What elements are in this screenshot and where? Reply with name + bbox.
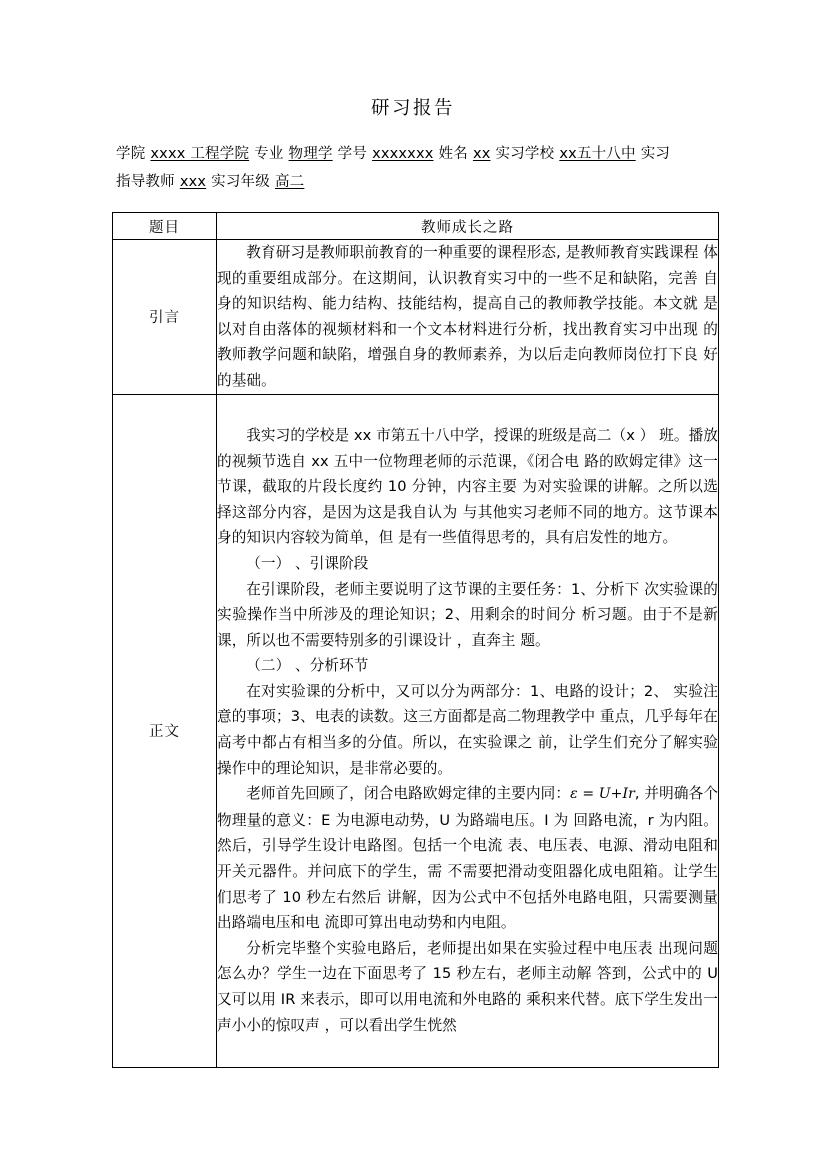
body-paragraph-4: （二） 、分析环节 <box>246 657 369 675</box>
body-paragraph-5: 在对实验课的分析中，又可以分为两部分：1、电路的设计；2、 实验注意的事项；3、电表的读数。这三方面都是高二物理教学中 重点，几乎每年在高考中都占有相当多的分值。所以，在实验课之 前，让学生们充分了解实验操作中的理论知识，是非常必要的。 <box>217 682 718 777</box>
header-field-label-2: 专业 <box>254 146 284 162</box>
header-field-label-6: 姓名 <box>438 146 468 162</box>
body-paragraph-3: 在引课阶段，老师主要说明了这节课的主要任务：1、分析下 次实验课的实验操作当中所涉及的理论知识；2、用剩余的时间分 析习题。由于不是新课，所以也不需要特别多的引课设计 ，直奔主 题。 <box>217 580 718 649</box>
header-field-label-0: 学院 <box>116 146 146 162</box>
body-paragraph-text-after: , 并明确各个物理量的意义：E 为电源电动势，U 为路端电压。I 为 回路电流，r 为内阻。然后，引导学生设计电路图。包括一个电流 表、电压表、电源、滑动电阻和开关元器件。并问底下的学生，需 不需要把滑动变阻器化成电阻箱。让学生们思考了 10 秒左右然后 讲解，因为公式中不包括外电路电阻，只需要测量出路端电压和电 流即可算出电动势和内电阻。 <box>217 785 719 932</box>
header-field-value-1[interactable]: xxx <box>179 174 207 190</box>
row-label-title: 题目 <box>113 213 217 240</box>
header-field-value-1[interactable]: xxxx 工程学院 <box>150 146 250 162</box>
header-field-label-8: 实习学校 <box>495 146 555 162</box>
row-content-intro <box>217 240 719 395</box>
body-paragraph-2: （一） 、引课阶段 <box>246 554 369 572</box>
ohms-law-formula: ε = U+Ir <box>570 786 635 803</box>
body-paragraph-1: 我实习的学校是 xx 市第五十八中学，授课的班级是高二（x ） 班。播放的视频节选自 xx 五中一位物理老师的示范课，《闭合电 路的欧姆定律》这一节课，截取的片段长度约 10 分钟，内容主要 为对实验课的讲解。之所以选择这部分内容，是因为这是我自认为 与其他实习老师不同的地方。这节课本身的知识内容较为简单，但 是有一些值得思考的，具有启发性的地方。 <box>217 426 718 547</box>
header-meta-line-1 <box>116 140 722 168</box>
header-field-label-4: 学号 <box>337 146 368 162</box>
header-field-value-3[interactable]: 高二 <box>274 174 305 190</box>
header-meta-block <box>116 140 722 196</box>
header-meta-line-2 <box>116 168 722 196</box>
header-field-value-7[interactable]: xx <box>472 146 491 162</box>
body-paragraph-7: 分析完毕整个实验电路后，老师提出如果在实验过程中电压表 出现问题怎么办？学生一边在下面思考了 15 秒左右，老师主动解 答到，公式中的 U 又可以用 IR 来表示，即可以用电流和外电路的 乘积来代替。底下学生发出一声小小的惊叹声 ，可以看出学生恍然 <box>217 939 718 1034</box>
header-field-value-3[interactable]: 物理学 <box>288 146 333 162</box>
page-title: 研习报告 <box>370 98 455 119</box>
row-value-title: 教师成长之路 <box>217 213 719 240</box>
header-field-label-0: 指导教师 <box>116 174 175 190</box>
header-field-value-5[interactable]: xxxxxxx <box>372 146 434 162</box>
header-field-label-2: 实习年级 <box>211 174 270 190</box>
body-paragraph-text-before: 老师首先回顾了，闭合电路欧姆定律的主要内同： <box>246 785 571 803</box>
report-table <box>112 212 719 1068</box>
intro-paragraph: 教育研习是教师职前教育的一种重要的课程形态, 是教师教育实践课程 体现的重要组成部分。在这期间，认识教育实习中的一些不足和缺陷，完善 自身的知识结构、能力结构、技能结构，提高自己的教师教学技能。本文就 是以对自由落体的视频材料和一个文本材料进行分析，找出教育实习中出现 的教师教学问题和缺陷，增强自身的教师素养，为以后走向教师岗位打下良 好的基础。 <box>217 244 718 389</box>
row-label-intro: 引言 <box>113 240 217 395</box>
table-row-title <box>113 213 719 240</box>
header-field-value-9[interactable]: xx五十八中 <box>559 146 636 162</box>
header-field-label-10: 实习 <box>640 146 671 162</box>
row-content-body <box>217 394 719 1067</box>
row-label-body: 正文 <box>113 394 217 1067</box>
table-row-body <box>113 394 719 1067</box>
table-row-intro <box>113 240 719 395</box>
body-paragraph-6 <box>217 781 718 936</box>
